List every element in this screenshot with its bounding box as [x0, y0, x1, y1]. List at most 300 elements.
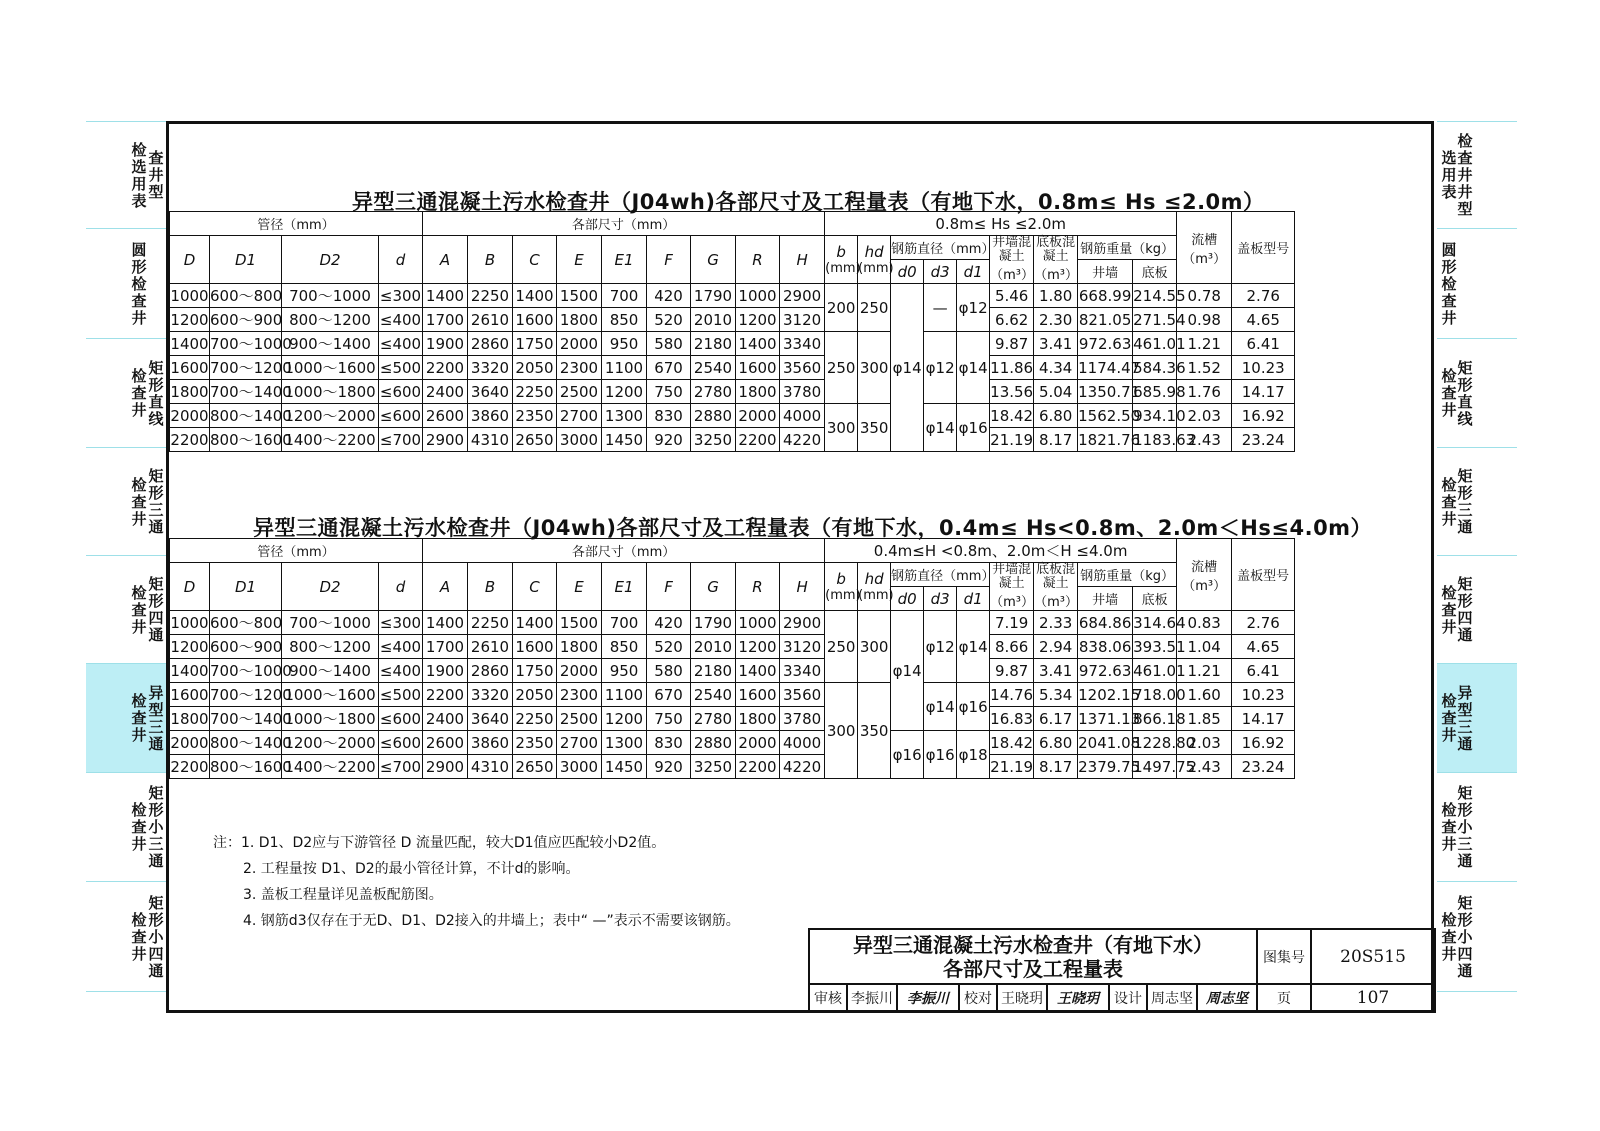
table-cell: 6.17	[1034, 707, 1078, 731]
sidebar-label-col1: 检查井	[131, 692, 147, 744]
table-cell: 838.06	[1078, 635, 1133, 659]
table-cell: 2000	[170, 404, 210, 428]
table-cell: 800～1400	[210, 731, 282, 755]
table-cell: 2350	[513, 731, 557, 755]
header-d1: D1	[210, 236, 282, 284]
table-cell: 2600	[423, 731, 468, 755]
table-row	[170, 308, 1295, 332]
table-cell: 1400	[513, 611, 557, 635]
header-base-conc: 底板混凝土 （m³）	[1034, 235, 1079, 283]
table-cell: 2300	[557, 356, 602, 380]
table-cell: 1600	[736, 683, 780, 707]
designer-signature: 周志坚	[1197, 984, 1257, 1012]
sidebar-label-col2: 矩形直线	[148, 358, 164, 428]
header-d1: D1	[210, 563, 282, 611]
table-cell: 1200	[170, 308, 210, 332]
table-cell: 3.41	[1034, 332, 1078, 356]
header-b: b (mm)	[825, 563, 858, 611]
table-cell: ≤600	[379, 707, 423, 731]
table-cell: 1202.15	[1078, 683, 1133, 707]
atlas-number: 20S515	[1311, 929, 1435, 984]
sidebar-label-col1: 检选用表	[131, 140, 147, 210]
table-cell: 830	[647, 404, 691, 428]
right-sidebar-item-0[interactable]	[1437, 121, 1517, 228]
table-cell: ≤500	[379, 356, 423, 380]
table2-title: 异型三通混凝土污水检查井（J04wh)各部尺寸及工程量表（有地下水，0.4m≤ Hs<0.8m、2.0m＜Hs≤4.0m）	[253, 516, 1373, 540]
left-sidebar-item-5[interactable]	[86, 663, 166, 772]
table-cell: 2379.75	[1078, 755, 1133, 779]
table-cell: 3560	[780, 356, 825, 380]
table-cell: 14.17	[1232, 380, 1295, 404]
header-channel: 流槽 （m³）	[1177, 212, 1232, 284]
table-cell: 4.65	[1232, 308, 1295, 332]
table-row	[170, 635, 1295, 659]
table-cell: 2500	[557, 380, 602, 404]
table-cell: 2000	[557, 332, 602, 356]
cell-d1: φ16	[957, 683, 990, 731]
table-row	[170, 683, 1295, 707]
table-cell: 3340	[780, 659, 825, 683]
table-cell: 2.30	[1034, 308, 1078, 332]
sidebar-label-col1: 检查井	[1441, 801, 1457, 853]
table-cell: 8.66	[990, 635, 1034, 659]
table-cell: 600～800	[210, 611, 282, 635]
check-label: 校对	[959, 984, 997, 1012]
table-cell: 1000～1600	[282, 683, 379, 707]
sidebar-label-col1: 圆形检查井	[1441, 240, 1457, 327]
table-cell: 2250	[468, 611, 513, 635]
table-cell: 2.03	[1177, 731, 1232, 755]
table-cell: 1200～2000	[282, 731, 379, 755]
table-cell: 4220	[780, 428, 825, 452]
header-wall-conc: 井墙混凝土 （m³）	[990, 235, 1035, 283]
cell-b: 300	[825, 404, 858, 452]
table-cell: 1.21	[1177, 332, 1232, 356]
table-cell: 23.24	[1232, 755, 1295, 779]
header-r: R	[736, 563, 780, 611]
table-cell: 2700	[557, 404, 602, 428]
left-sidebar-item-7[interactable]	[86, 881, 166, 991]
header-d0: d0	[891, 587, 924, 611]
table-cell: 2.43	[1177, 428, 1232, 452]
table-cell: 18.42	[990, 404, 1034, 428]
table-cell: 18.42	[990, 731, 1034, 755]
table-cell: 1400	[170, 332, 210, 356]
table-cell: 1700	[423, 635, 468, 659]
title-block-title: 异型三通混凝土污水检查井（有地下水） 各部尺寸及工程量表	[809, 929, 1257, 984]
table-cell: 2180	[691, 332, 736, 356]
note-1: 注：1. D1、D2应与下游管径 D 流量匹配，较大D1值应匹配较小D2值。	[213, 835, 666, 851]
cell-d1: φ18	[957, 731, 990, 779]
table-cell: 1000～1800	[282, 707, 379, 731]
header-row	[170, 236, 1295, 260]
table-cell: 1400	[423, 611, 468, 635]
table-cell: ≤700	[379, 755, 423, 779]
table-cell: 2900	[423, 755, 468, 779]
left-sidebar-item-2[interactable]	[86, 338, 166, 447]
right-sidebar-item-1[interactable]	[1437, 228, 1517, 338]
table-cell: 800～1200	[282, 635, 379, 659]
table-cell: 750	[647, 707, 691, 731]
table-cell: 2200	[170, 428, 210, 452]
table-cell: 2200	[423, 356, 468, 380]
note-3: 3. 盖板工程量详见盖板配筋图。	[243, 887, 443, 903]
table-cell: 2540	[691, 683, 736, 707]
header-e1: E1	[602, 236, 647, 284]
header-row	[170, 539, 1295, 563]
header-row	[170, 212, 1295, 236]
header-d3: d3	[924, 260, 957, 284]
sidebar-label-col1: 检查井	[131, 475, 147, 528]
header-d3: d3	[924, 587, 957, 611]
left-sidebar-item-1[interactable]	[86, 228, 166, 338]
table-cell: 8.17	[1034, 428, 1078, 452]
sidebar-label-col2: 检查井井型	[1457, 132, 1473, 218]
cell-d1: φ12	[957, 284, 990, 332]
table-cell: 2000	[736, 404, 780, 428]
header-pipe-group: 管径（mm）	[170, 212, 423, 236]
table-cell: 2.33	[1034, 611, 1078, 635]
table-cell: 3120	[780, 635, 825, 659]
table-cell: 1450	[602, 755, 647, 779]
table-cell: 700～1000	[210, 659, 282, 683]
header-rebar-weight: 钢筋重量（kg）	[1078, 563, 1177, 587]
table-cell: 2650	[513, 755, 557, 779]
table-cell: 1800	[170, 707, 210, 731]
sidebar-label-col2: 查井型	[148, 149, 164, 201]
table-cell: 14.76	[990, 683, 1034, 707]
table-row	[170, 731, 1295, 755]
table-cell: 2.76	[1232, 611, 1295, 635]
table-cell: 2900	[780, 284, 825, 308]
table-cell: 1200～2000	[282, 404, 379, 428]
table-cell: 2700	[557, 731, 602, 755]
sidebar-label-col1: 检查井	[131, 910, 147, 963]
table-cell: 1790	[691, 611, 736, 635]
right-sidebar-item-4[interactable]	[1437, 555, 1517, 663]
table-cell: 2041.08	[1078, 731, 1133, 755]
header-c: C	[513, 563, 557, 611]
table-cell: 2860	[468, 332, 513, 356]
cell-d1: φ14	[957, 611, 990, 683]
table-cell: 1800	[736, 707, 780, 731]
table-cell: 461.01	[1133, 332, 1177, 356]
table-cell: 1800	[557, 635, 602, 659]
left-sidebar-item-6[interactable]	[86, 772, 166, 881]
header-range-group: 0.8m≤ Hs ≤2.0m	[825, 212, 1177, 236]
table-cell: 1100	[602, 683, 647, 707]
sidebar-label-col1: 检查井	[1441, 692, 1457, 744]
table-cell: 1400～2200	[282, 755, 379, 779]
table-cell: 3640	[468, 380, 513, 404]
cell-d1: φ14	[957, 332, 990, 404]
note-2: 2. 工程量按 D1、D2的最小管径计算，不计d的影响。	[243, 861, 580, 877]
table-cell: 1371.13	[1078, 707, 1133, 731]
header-d2: D2	[282, 563, 379, 611]
reviewer: 李振川	[847, 984, 897, 1012]
table-cell: 580	[647, 659, 691, 683]
table-cell: 1300	[602, 731, 647, 755]
table-cell: 800～1600	[210, 755, 282, 779]
table-cell: 9.87	[990, 659, 1034, 683]
cell-d3: φ14	[924, 404, 957, 452]
table-row	[170, 611, 1295, 635]
table-cell: 1200	[736, 308, 780, 332]
header-g: G	[691, 236, 736, 284]
table-cell: 2880	[691, 404, 736, 428]
table-cell: 3320	[468, 356, 513, 380]
left-sidebar-item-0[interactable]	[86, 121, 166, 228]
table-cell: 314.64	[1133, 611, 1177, 635]
cell-d1: φ16	[957, 404, 990, 452]
cell-d3: —	[924, 284, 957, 332]
table-cell: 1600	[170, 683, 210, 707]
table-cell: 584.36	[1133, 356, 1177, 380]
page-number: 107	[1311, 984, 1435, 1012]
table-cell: ≤700	[379, 428, 423, 452]
table-cell: 1400	[513, 284, 557, 308]
header-dims-group: 各部尺寸（mm）	[423, 539, 825, 563]
table-row	[170, 404, 1295, 428]
table-cell: 2400	[423, 707, 468, 731]
sidebar-end-line	[1437, 991, 1517, 992]
design-label: 设计	[1109, 984, 1147, 1012]
table-cell: 6.41	[1232, 332, 1295, 356]
table-cell: 2200	[423, 683, 468, 707]
table-cell: 6.80	[1034, 404, 1078, 428]
table-cell: 700～1000	[282, 611, 379, 635]
table-cell: 2780	[691, 707, 736, 731]
table-cell: 2200	[736, 755, 780, 779]
header-g: G	[691, 563, 736, 611]
table-cell: 972.63	[1078, 332, 1133, 356]
header-e: E	[557, 236, 602, 284]
table-cell: 600～900	[210, 308, 282, 332]
sidebar-label-col2: 异型三通	[148, 683, 164, 753]
right-sidebar-item-3[interactable]	[1437, 447, 1517, 555]
table-cell: 950	[602, 659, 647, 683]
table-cell: 866.18	[1133, 707, 1177, 731]
page-label: 页	[1257, 984, 1311, 1012]
table-cell: 700～1200	[210, 356, 282, 380]
cell-hd: 300	[858, 332, 891, 404]
table-cell: 1562.50	[1078, 404, 1133, 428]
table-cell: 2200	[736, 428, 780, 452]
table-cell: 3250	[691, 755, 736, 779]
header-hd: hd (mm)	[858, 563, 891, 611]
right-sidebar-item-6[interactable]	[1437, 772, 1517, 881]
header-rebar-wall: 井墙	[1078, 260, 1133, 284]
table-cell: 1400	[170, 659, 210, 683]
table-cell: 1497.75	[1133, 755, 1177, 779]
table-row	[170, 356, 1295, 380]
table-cell: 4.34	[1034, 356, 1078, 380]
table-cell: 1800	[557, 308, 602, 332]
table-cell: 1200	[602, 380, 647, 404]
header-r: R	[736, 236, 780, 284]
table-cell: 3320	[468, 683, 513, 707]
table-cell: 2860	[468, 659, 513, 683]
right-sidebar-item-5[interactable]	[1437, 663, 1517, 772]
table-cell: 1000	[170, 611, 210, 635]
header-channel: 流槽 （m³）	[1177, 539, 1232, 611]
table-cell: 1400～2200	[282, 428, 379, 452]
header-f: F	[647, 563, 691, 611]
header-cover: 盖板型号	[1232, 212, 1295, 284]
designer: 周志坚	[1147, 984, 1197, 1012]
table-cell: ≤500	[379, 683, 423, 707]
cell-b: 200	[825, 284, 858, 332]
table-cell: 3.41	[1034, 659, 1078, 683]
table-cell: 3000	[557, 755, 602, 779]
header-range-group: 0.4m≤H <0.8m、2.0m＜H ≤4.0m	[825, 539, 1177, 563]
table-cell: 1600	[170, 356, 210, 380]
table-cell: 4000	[780, 731, 825, 755]
table-cell: 2010	[691, 308, 736, 332]
right-sidebar-item-7[interactable]	[1437, 881, 1517, 991]
header-h: H	[780, 236, 825, 284]
left-sidebar-item-4[interactable]	[86, 555, 166, 663]
header-d: d	[379, 236, 423, 284]
table-cell: 850	[602, 308, 647, 332]
table-cell: 3780	[780, 380, 825, 404]
table-row	[170, 380, 1295, 404]
table-cell: 700～1000	[282, 284, 379, 308]
table-cell: 1900	[423, 332, 468, 356]
table-cell: 2180	[691, 659, 736, 683]
cell-d3: φ12	[924, 611, 957, 683]
table-cell: 5.46	[990, 284, 1034, 308]
table-cell: 1750	[513, 659, 557, 683]
table2	[169, 538, 1295, 779]
header-d: d	[379, 563, 423, 611]
table-cell: 800～1600	[210, 428, 282, 452]
table-row	[170, 284, 1295, 308]
sidebar-label-col2: 矩形小三通	[148, 784, 164, 870]
table-cell: ≤400	[379, 308, 423, 332]
table-cell: 700	[602, 284, 647, 308]
table-cell: 1.76	[1177, 380, 1232, 404]
table-cell: 1900	[423, 659, 468, 683]
sidebar-end-line	[86, 991, 166, 992]
table-cell: 3640	[468, 707, 513, 731]
sidebar-label-col1: 检查井	[1441, 910, 1457, 963]
table-cell: 920	[647, 755, 691, 779]
table-cell: 2010	[691, 635, 736, 659]
table-cell: 1790	[691, 284, 736, 308]
table-cell: ≤300	[379, 611, 423, 635]
table-cell: 1000～1800	[282, 380, 379, 404]
table-cell: 520	[647, 635, 691, 659]
table-cell: 0.98	[1177, 308, 1232, 332]
table-row	[170, 332, 1295, 356]
table-cell: 2300	[557, 683, 602, 707]
table-cell: 16.92	[1232, 404, 1295, 428]
sidebar-label-col1: 检查井	[131, 583, 147, 636]
table-cell: 950	[602, 332, 647, 356]
table-cell: 1500	[557, 284, 602, 308]
sidebar-label-col1: 检查井	[1441, 583, 1457, 636]
table-cell: 972.63	[1078, 659, 1133, 683]
table-cell: 3780	[780, 707, 825, 731]
table-cell: 2250	[468, 284, 513, 308]
table-cell: 2050	[513, 683, 557, 707]
table1-title: 异型三通混凝土污水检查井（J04wh)各部尺寸及工程量表（有地下水，0.8m≤ Hs ≤2.0m）	[352, 190, 1265, 214]
sidebar-label-col2: 矩形小四通	[1457, 893, 1473, 980]
table-cell: 700～1400	[210, 380, 282, 404]
table-cell: 685.98	[1133, 380, 1177, 404]
table-cell: ≤300	[379, 284, 423, 308]
table-cell: 2540	[691, 356, 736, 380]
table-cell: 2.43	[1177, 755, 1232, 779]
notes	[213, 830, 740, 934]
table-cell: 830	[647, 731, 691, 755]
header-f: F	[647, 236, 691, 284]
table-cell: 14.17	[1232, 707, 1295, 731]
table-cell: 1200	[736, 635, 780, 659]
table-cell: 1100	[602, 356, 647, 380]
table-cell: 214.55	[1133, 284, 1177, 308]
table-cell: 2900	[423, 428, 468, 452]
cell-b: 250	[825, 611, 858, 683]
right-sidebar-item-2[interactable]	[1437, 338, 1517, 447]
table-cell: 1600	[513, 635, 557, 659]
table-cell: 1.80	[1034, 284, 1078, 308]
header-c: C	[513, 236, 557, 284]
table-cell: 4310	[468, 755, 513, 779]
table-cell: 4000	[780, 404, 825, 428]
table-cell: 461.01	[1133, 659, 1177, 683]
table-cell: 16.83	[990, 707, 1034, 731]
table-cell: 2250	[513, 707, 557, 731]
table-cell: 1500	[557, 611, 602, 635]
table-cell: 750	[647, 380, 691, 404]
table-cell: 1.60	[1177, 683, 1232, 707]
table-cell: 670	[647, 356, 691, 380]
sidebar-label-col1: 检查井	[1441, 367, 1457, 419]
cell-d0: φ16	[891, 731, 924, 779]
header-e1: E1	[602, 563, 647, 611]
header-a: A	[423, 236, 468, 284]
table1	[169, 211, 1295, 452]
cell-d3: φ16	[924, 731, 957, 779]
left-sidebar-item-3[interactable]	[86, 447, 166, 555]
table-cell: 2350	[513, 404, 557, 428]
table-cell: 700～1200	[210, 683, 282, 707]
table-cell: 23.24	[1232, 428, 1295, 452]
header-d1: d1	[957, 260, 990, 284]
reviewer-signature: 李振川	[897, 984, 959, 1012]
table-cell: 7.19	[990, 611, 1034, 635]
table-cell: 16.92	[1232, 731, 1295, 755]
table-cell: 1350.71	[1078, 380, 1133, 404]
table-cell: 21.19	[990, 428, 1034, 452]
table-cell: 1.04	[1177, 635, 1232, 659]
header-rebar-weight: 钢筋重量（kg）	[1078, 236, 1177, 260]
table-cell: 900～1400	[282, 659, 379, 683]
table-cell: 1450	[602, 428, 647, 452]
header-d2: D2	[282, 236, 379, 284]
table-cell: 600～900	[210, 635, 282, 659]
table-cell: 670	[647, 683, 691, 707]
table-cell: 3860	[468, 404, 513, 428]
cell-hd: 300	[858, 611, 891, 683]
sidebar-label-col1: 检查井	[131, 801, 147, 853]
table-cell: 6.62	[990, 308, 1034, 332]
table-cell: 800～1400	[210, 404, 282, 428]
table-cell: 920	[647, 428, 691, 452]
cell-hd: 350	[858, 683, 891, 779]
